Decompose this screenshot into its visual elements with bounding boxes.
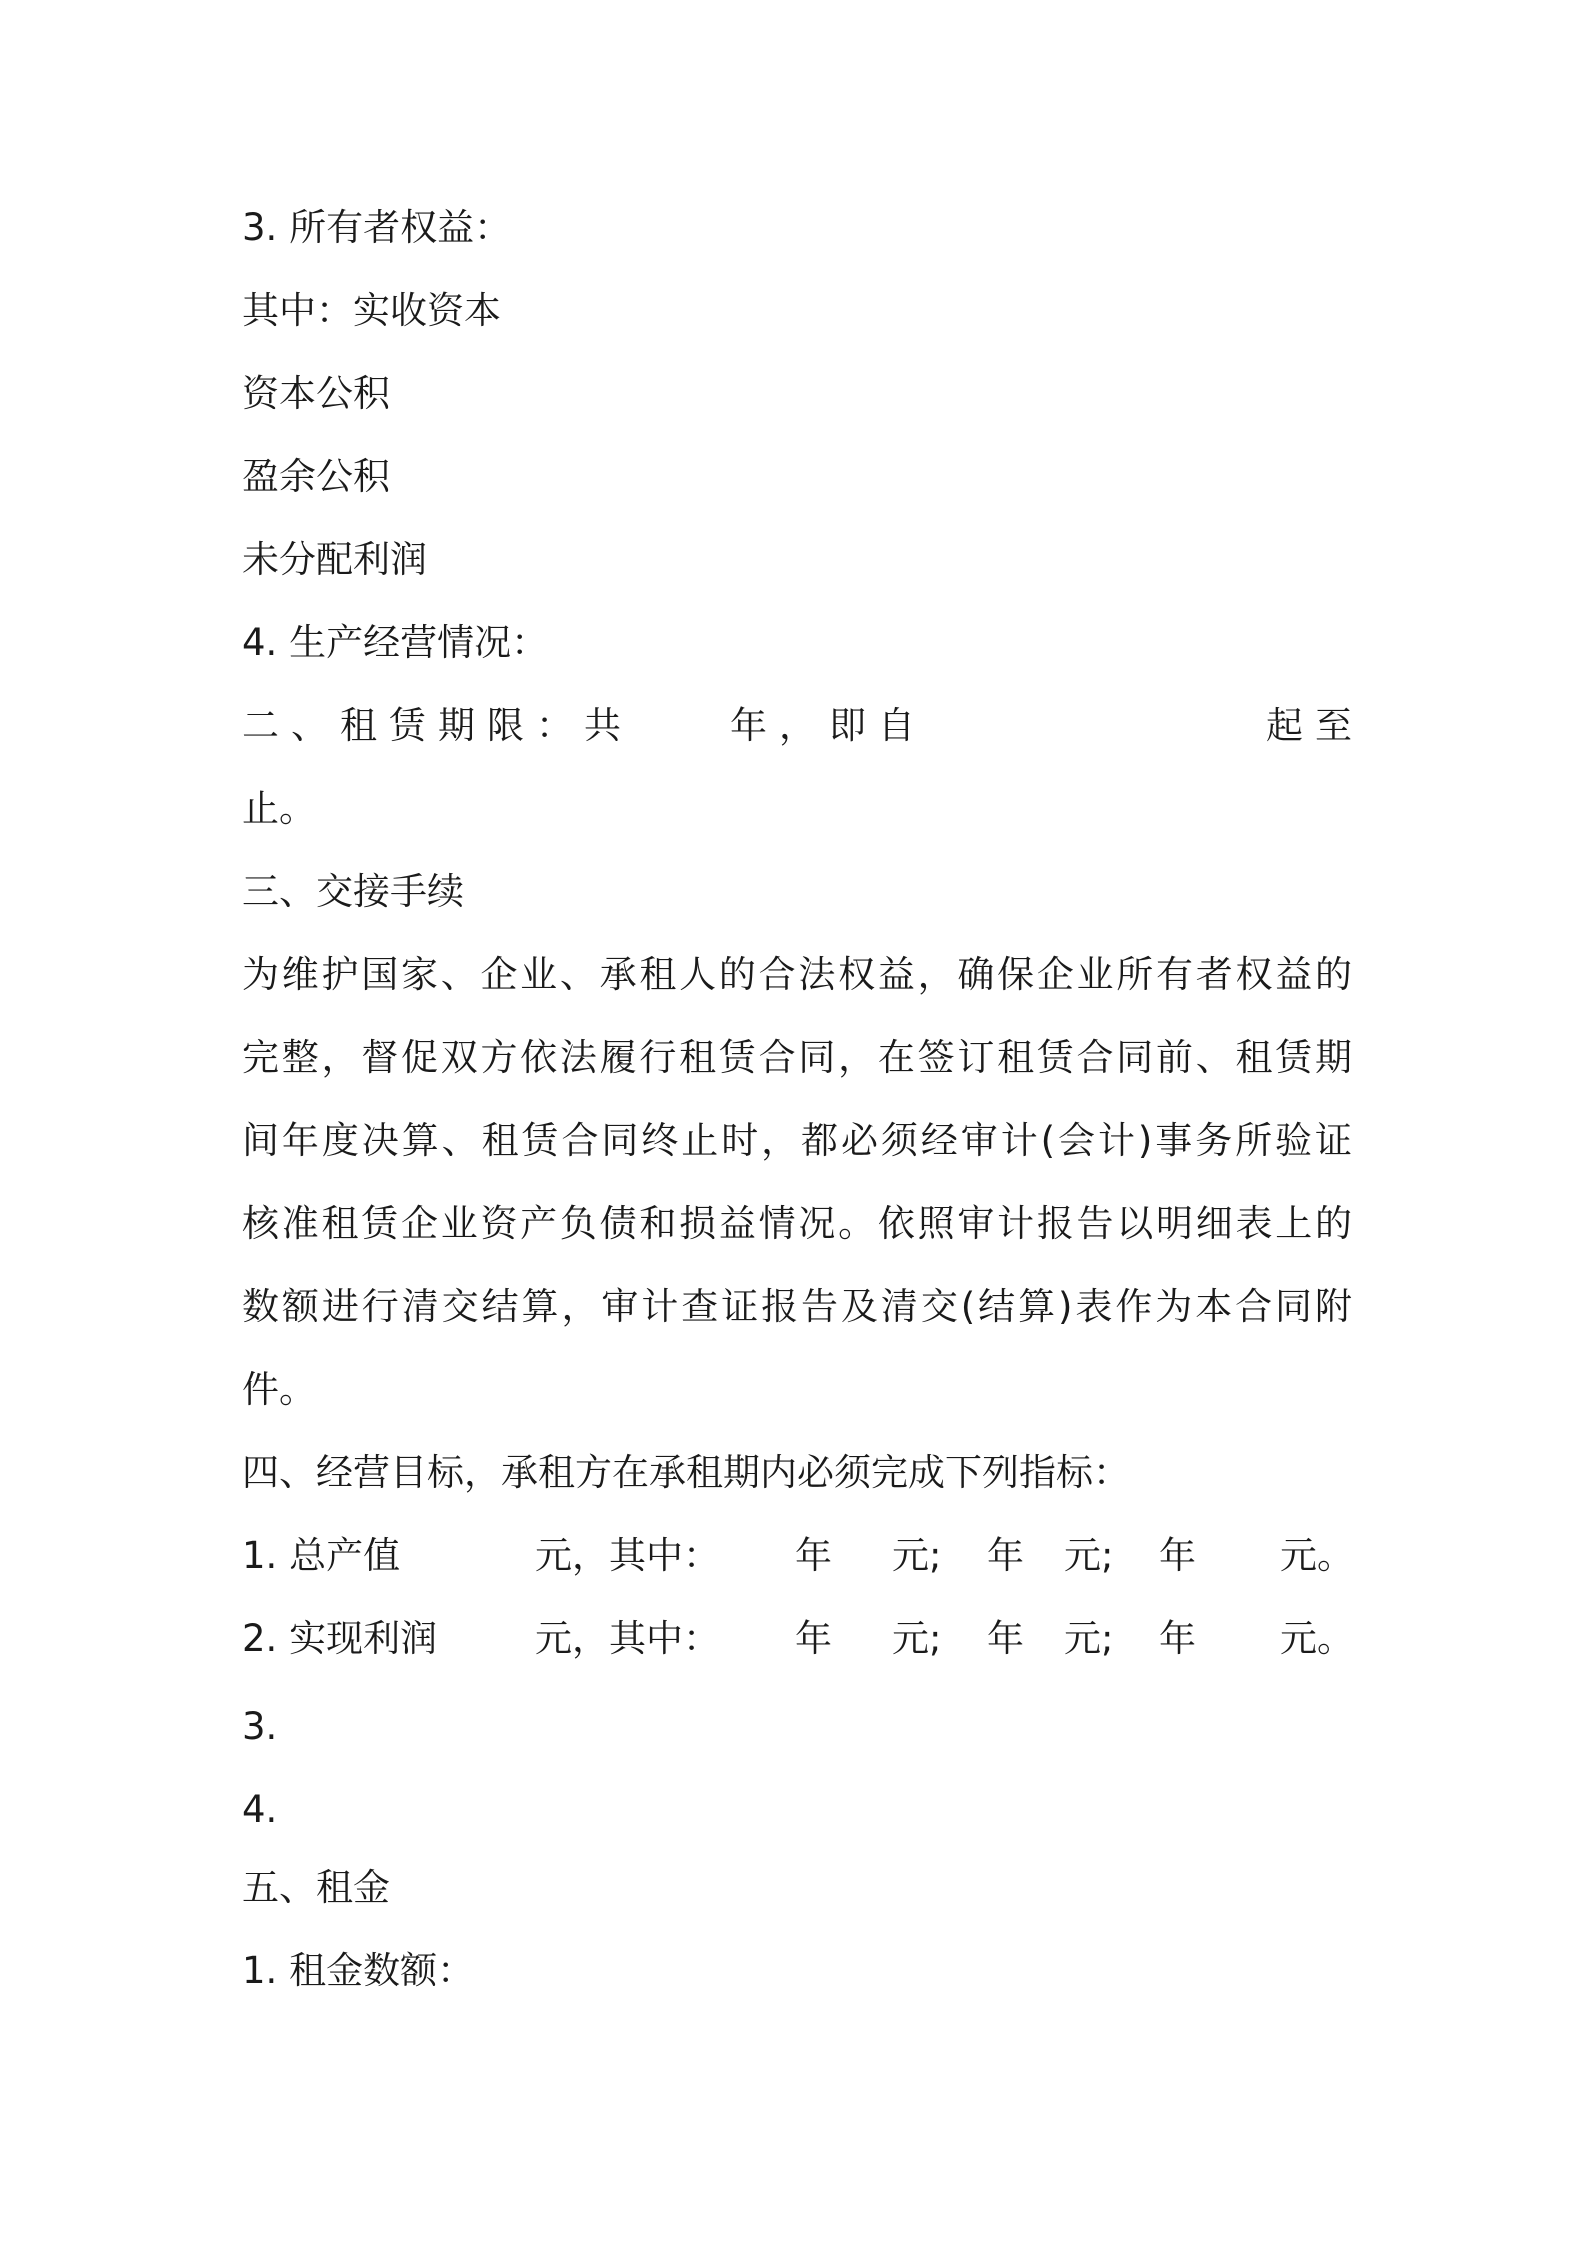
target-year-2: 年 (987, 1534, 1024, 1577)
target-yuan-qizhong: 元，其中： (535, 1534, 720, 1577)
lease-term-jizi: 即自 (829, 704, 927, 747)
lease-term-label: 二、租赁期限： (242, 704, 585, 747)
handover-paragraph-line-2: 完整，督促双方依法履行租赁合同，在签订租赁合同前、租赁期 (242, 1036, 1352, 1079)
surplus-reserve-line: 盈余公积 (242, 455, 390, 498)
paid-in-capital-line: 其中：实收资本 (242, 289, 501, 332)
target-row-profit (242, 1609, 1352, 1669)
target-label: 2. 实现利润 (242, 1617, 438, 1660)
target-year-3: 年 (1159, 1534, 1196, 1577)
lease-term-gong: 共 (584, 704, 621, 747)
target-year-3: 年 (1159, 1617, 1196, 1660)
target-value-1: 元; (892, 1534, 942, 1577)
capital-reserve-line: 资本公积 (242, 372, 390, 415)
target-value-2: 元; (1064, 1534, 1114, 1577)
handover-paragraph-line-5: 数额进行清交结算，审计查证报告及清交(结算)表作为本合同附 (242, 1285, 1352, 1328)
business-targets-heading: 四、经营目标，承租方在承租期内必须完成下列指标： (242, 1451, 1130, 1494)
target-year-1: 年 (795, 1534, 832, 1577)
target-value-3: 元。 (1280, 1617, 1354, 1660)
target-label: 1. 总产值 (242, 1534, 401, 1577)
target-row-total-output (242, 1526, 1352, 1586)
undistributed-profit-line: 未分配利润 (242, 538, 427, 581)
target-value-1: 元; (892, 1617, 942, 1660)
handover-heading: 三、交接手续 (242, 870, 464, 913)
rent-heading: 五、租金 (242, 1866, 390, 1909)
owner-equity-heading: 3. 所有者权益： (242, 206, 512, 249)
lease-term-end: 止。 (242, 787, 316, 830)
target-yuan-qizhong: 元，其中： (535, 1617, 720, 1660)
target-year-2: 年 (987, 1617, 1024, 1660)
target-year-1: 年 (795, 1617, 832, 1660)
target-value-3: 元。 (1280, 1534, 1354, 1577)
operations-heading: 4. 生产经营情况： (242, 621, 549, 664)
lease-term-line (242, 696, 1364, 756)
handover-paragraph-line-6: 件。 (242, 1368, 316, 1411)
handover-paragraph-line-1: 为维护国家、企业、承租人的合法权益，确保企业所有者权益的 (242, 953, 1352, 996)
target-item-4: 4. (242, 1788, 278, 1831)
lease-term-qizhi: 起至 (1266, 704, 1364, 747)
target-item-3: 3. (242, 1705, 278, 1748)
document-page (242, 0, 1364, 2244)
handover-paragraph-line-3: 间年度决算、租赁合同终止时，都必须经审计(会计)事务所验证 (242, 1119, 1352, 1162)
lease-term-nian: 年， (730, 704, 828, 747)
target-value-2: 元; (1064, 1617, 1114, 1660)
handover-paragraph-line-4: 核准租赁企业资产负债和损益情况。依照审计报告以明细表上的 (242, 1202, 1352, 1245)
rent-amount-line: 1. 租金数额： (242, 1949, 475, 1992)
